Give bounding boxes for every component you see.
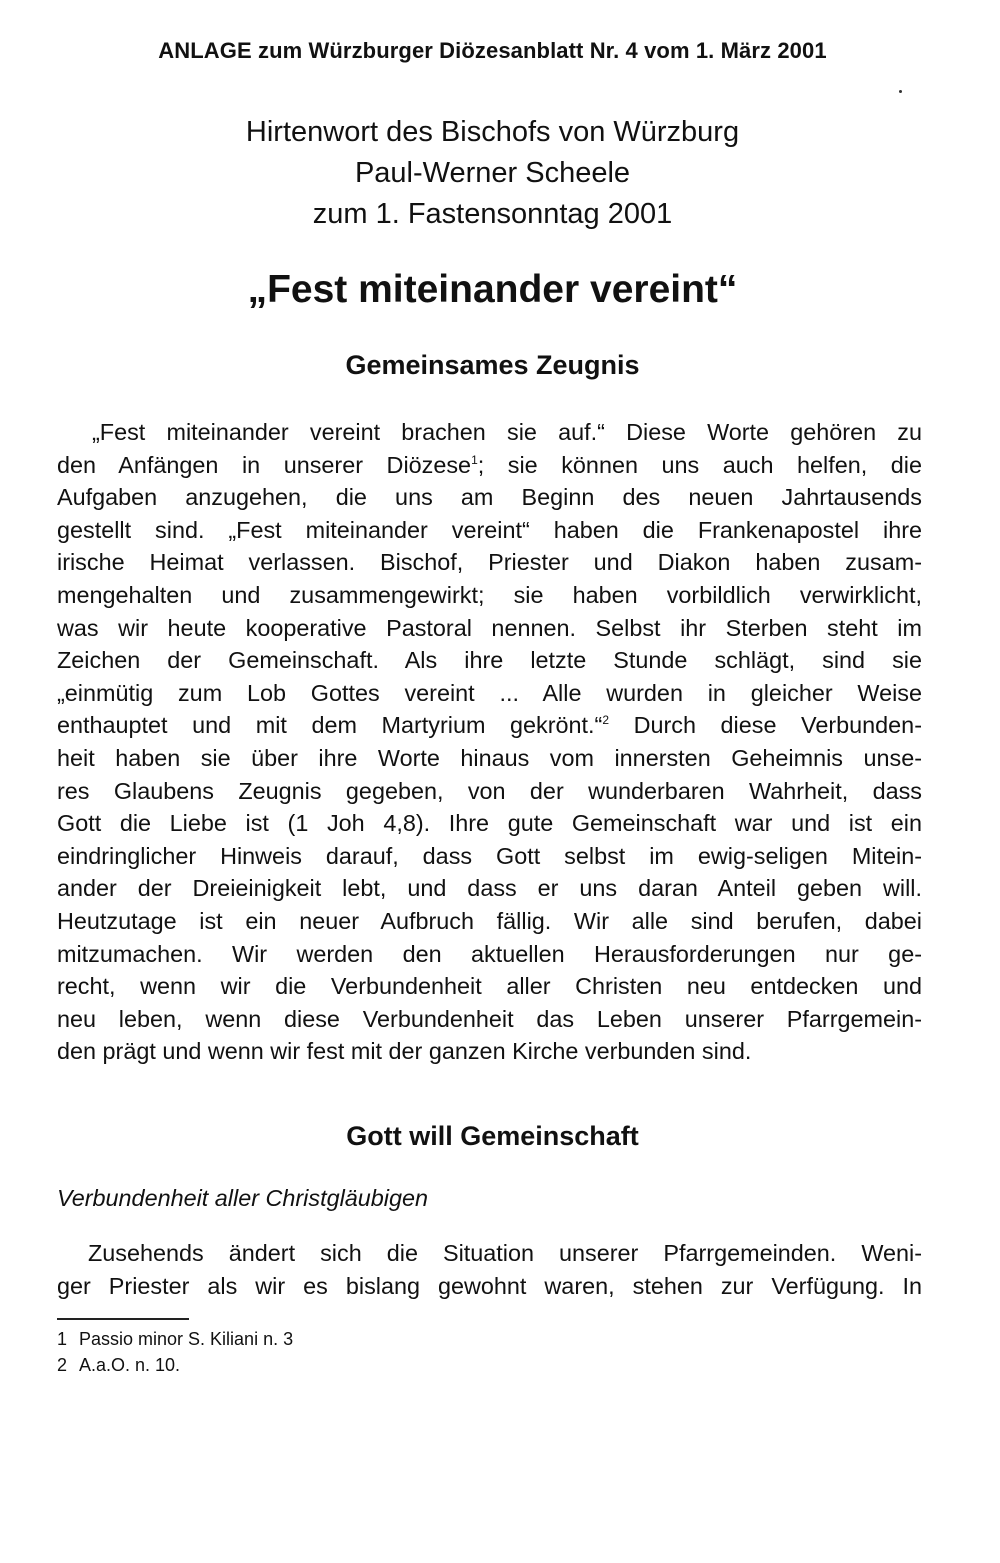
body-line: „Fest miteinander vereint brachen sie auf.“ Diese Worte gehören zu [92, 419, 922, 445]
body-line: neu leben, wenn diese Verbundenheit das Leben unserer Pfarrgemein- [57, 1005, 922, 1032]
body-line: recht, wenn wir die Verbundenheit aller Christen neu entdecken und [57, 973, 922, 1000]
body-line: irische Heimat verlassen. Bischof, Priester und Diakon haben zusam- [57, 549, 922, 576]
body-line: ger Priester als wir es bislang gewohnt waren, stehen zur Verfügung. In [57, 1272, 922, 1299]
footnotes [57, 1326, 293, 1378]
body-line: Zusehends ändert sich die Situation unserer Pfarrgemeinden. Weni- [88, 1240, 922, 1266]
subsection-heading: Verbundenheit aller Christgläubigen [57, 1185, 429, 1211]
body-line: mitzumachen. Wir werden den aktuellen Herausforderungen nur ge- [57, 940, 922, 967]
body-line: Heutzutage ist ein neuer Aufbruch fällig. Wir alle sind berufen, dabei [57, 907, 922, 934]
subtitle-block [0, 112, 985, 235]
section2-body [57, 1270, 922, 1303]
subtitle-line-1: Hirtenwort des Bischofs von Würzburg [245, 116, 740, 148]
body-line: heit haben sie über ihre Worte hinaus vom innersten Geheimnis unse- [57, 744, 922, 771]
publication-header: ANLAGE zum Würzburger Diözesanblatt Nr. 4 vom 1. März 2001 [158, 38, 827, 63]
footnote-divider [57, 1318, 189, 1320]
footnote-1: 1 Passio minor S. Kiliani n. 3 [57, 1329, 294, 1349]
section-heading-gott-will-gemeinschaft: Gott will Gemeinschaft [346, 1121, 639, 1151]
body-line: Aufgaben anzugehen, die uns am Beginn des neuen Jahrtausends [57, 484, 922, 511]
footnote-2: 2 A.a.O. n. 10. [57, 1355, 181, 1375]
body-line: mengehalten und zusammengewirkt; sie haben vorbildlich verwirklicht, [57, 581, 922, 608]
footnote-ref-2: 2 [602, 713, 610, 728]
body-line-with-footnote-2: enthauptet und mit dem Martyrium gekrönt.“$^2$ Durch diese Verbunden- [57, 712, 922, 739]
body-line: res Glaubens Zeugnis gegeben, von der wunderbaren Wahrheit, dass [57, 777, 922, 804]
footnote-ref-1: 1 [471, 452, 478, 467]
body-line-with-footnote-1: den Anfängen in unserer Diözese$^1$; sie können uns auch helfen, die [57, 451, 922, 478]
main-title: „Fest miteinander vereint“ [247, 268, 738, 311]
body-line: Zeichen der Gemeinschaft. Als ihre letzte Stunde schlägt, sind sie [57, 647, 922, 674]
section-heading-gemeinsames-zeugnis: Gemeinsames Zeugnis [345, 350, 640, 380]
subtitle-line-2: Paul-Werner Scheele [354, 157, 631, 189]
subtitle-line-3: zum 1. Fastensonntag 2001 [312, 198, 673, 230]
body-line: gestellt sind. „Fest miteinander vereint“ haben die Frankenapostel ihre [57, 516, 922, 543]
body-line: „einmütig zum Lob Gottes vereint ... Alle wurden in gleicher Weise [57, 679, 922, 706]
body-line: eindringlicher Hinweis darauf, dass Gott selbst im ewig-seligen Mitein- [57, 842, 922, 869]
section1-first-line [92, 416, 922, 449]
section2-first-line [88, 1237, 922, 1270]
body-line: was wir heute kooperative Pastoral nennen. Selbst ihr Sterben steht im [57, 614, 922, 641]
section1-body [57, 449, 922, 1068]
scan-speck [899, 90, 902, 93]
body-line: ander der Dreieinigkeit lebt, und dass er uns daran Anteil geben will. [57, 875, 922, 902]
body-line: den prägt und wenn wir fest mit der ganzen Kirche verbunden sind. [57, 1038, 752, 1065]
body-line: Gott die Liebe ist (1 Joh 4,8). Ihre gute Gemeinschaft war und ist ein [57, 810, 922, 837]
